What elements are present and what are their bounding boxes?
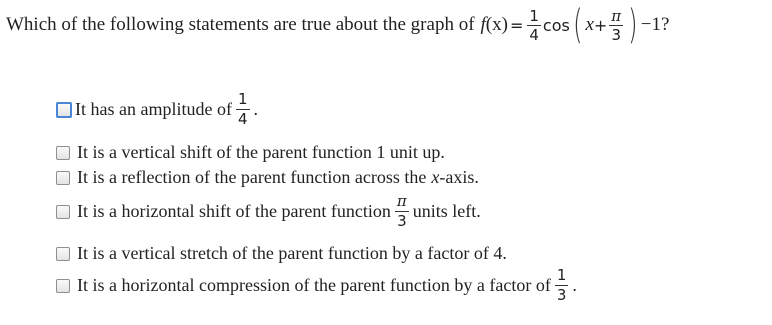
option-label-end: . xyxy=(253,99,259,119)
option-horizontal-shift[interactable] xyxy=(56,192,481,231)
option-fraction xyxy=(236,90,250,129)
amplitude-fraction xyxy=(527,7,541,44)
option-label: It is a reflection of the parent function across the xyxy=(77,167,427,187)
inner-variable: x xyxy=(585,14,594,35)
option-label-end: units left. xyxy=(412,201,481,221)
question-prompt xyxy=(6,2,669,48)
fraction-denominator: 3 xyxy=(611,25,621,44)
fraction-denominator: 3 xyxy=(397,212,407,230)
checkbox-horizontal-shift[interactable] xyxy=(56,205,70,219)
option-label: It is a horizontal compression of the parent function by a factor of xyxy=(77,275,551,295)
option-label: It is a horizontal shift of the parent function xyxy=(77,201,391,221)
option-fraction xyxy=(555,266,569,305)
checkbox-vertical-shift[interactable] xyxy=(56,146,70,160)
checkbox-vertical-stretch[interactable] xyxy=(56,247,70,261)
option-fraction xyxy=(395,192,409,231)
option-label-end: -axis. xyxy=(439,167,479,187)
option-amplitude[interactable] xyxy=(56,90,258,129)
close-paren: ) xyxy=(628,2,638,48)
function-expression xyxy=(480,2,670,48)
question-text: Which of the following statements are true about the graph of xyxy=(6,14,475,35)
option-vertical-shift[interactable] xyxy=(56,142,445,163)
open-paren: ( xyxy=(572,2,583,48)
equals-sign: = xyxy=(509,15,524,35)
fraction-numerator: π xyxy=(611,6,622,25)
fraction-denominator: 4 xyxy=(529,25,539,44)
fraction-numerator: 1 xyxy=(237,90,248,108)
fraction-numerator: 1 xyxy=(556,266,567,284)
option-label-end: . xyxy=(572,275,577,295)
option-label: It has an amplitude of xyxy=(75,99,232,119)
fraction-denominator: 4 xyxy=(237,110,248,128)
option-label: It is a vertical stretch of the parent function by a factor of 4. xyxy=(77,243,507,263)
function-name: f xyxy=(480,14,486,35)
fraction-denominator: 3 xyxy=(556,286,567,304)
option-label-italic: x xyxy=(431,167,440,187)
cos-label: cos xyxy=(542,15,570,35)
option-horizontal-compression[interactable] xyxy=(56,266,577,305)
option-label: It is a vertical shift of the parent function 1 unit up. xyxy=(77,142,445,162)
fraction-numerator: π xyxy=(396,192,407,210)
checkbox-horizontal-compression[interactable] xyxy=(56,279,70,293)
phase-fraction xyxy=(609,7,623,44)
plus-sign: + xyxy=(593,15,608,35)
checkbox-amplitude[interactable] xyxy=(56,102,72,118)
checkbox-reflection[interactable] xyxy=(56,171,70,185)
function-variable: (x) xyxy=(485,14,508,35)
option-vertical-stretch[interactable] xyxy=(56,243,507,264)
question-tail: −1? xyxy=(640,14,670,35)
fraction-numerator: 1 xyxy=(529,6,539,25)
option-reflection[interactable] xyxy=(56,167,479,188)
